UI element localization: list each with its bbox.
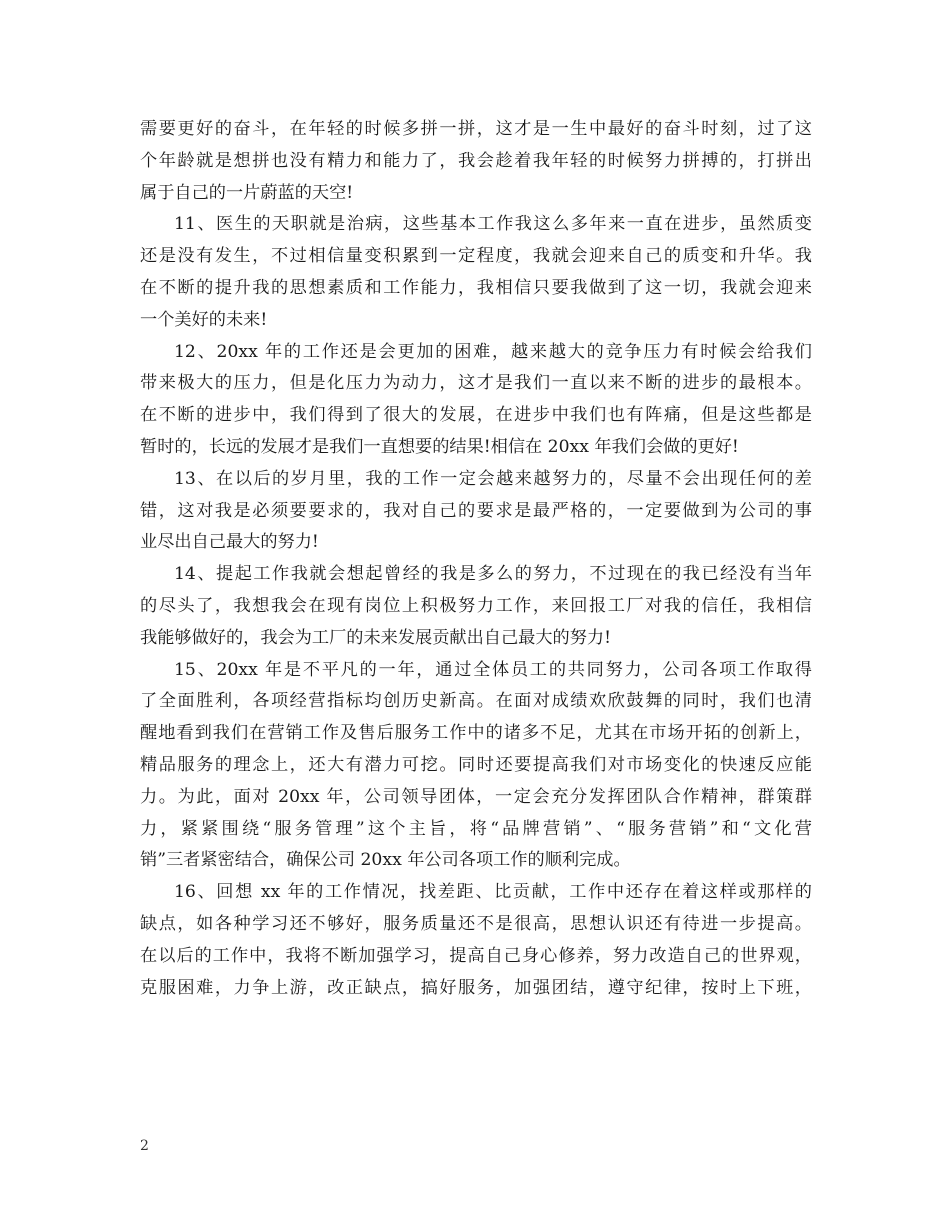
text-line: 一个美好的未来! — [140, 309, 268, 330]
text-line: 醒地看到我们在营销工作及售后服务工作中的诸多不足，尤其在市场开拓的创新上， — [140, 723, 812, 744]
paragraph-first-line: 16、回想 xx 年的工作情况，找差距、比贡献，工作中还存在着这样或那样的 — [174, 882, 812, 903]
text-line: 业尽出自己最大的努力! — [140, 532, 319, 553]
text-line: 属于自己的一片蔚蓝的天空! — [140, 182, 354, 203]
text-line: 缺点，如各种学习还不够好，服务质量还不是很高，思想认识还有待进一步提高。 — [140, 913, 812, 934]
text-line: 精品服务的理念上，还大有潜力可挖。同时还要提高我们对市场变化的快速反应能 — [140, 754, 812, 775]
text-line: 暂时的，长远的发展才是我们一直想要的结果!相信在 20xx 年我们会做的更好! — [140, 436, 739, 457]
text-line: 错，这对我是必须要要求的，我对自己的要求是最严格的，一定要做到为公司的事 — [140, 500, 812, 521]
text-line: 个年龄就是想拼也没有精力和能力了，我会趁着我年轻的时候努力拼搏的，打拼出 — [140, 150, 812, 171]
text-line: 还是没有发生，不过相信量变积累到一定程度，我就会迎来自己的质变和升华。我 — [140, 246, 812, 267]
text-line: 带来极大的压力，但是化压力为动力，这才是我们一直以来不断的进步的最根本。 — [140, 373, 812, 394]
text-line: 力，紧紧围绕“服务管理”这个主旨，将“品牌营销”、“服务营销”和“文化营 — [140, 818, 812, 839]
page-number: 2 — [140, 1138, 149, 1154]
text-line: 在不断的进步中，我们得到了很大的发展，在进步中我们也有阵痛，但是这些都是 — [140, 405, 812, 426]
document-body — [140, 114, 812, 1004]
text-line: 的尽头了，我想我会在现有岗位上积极努力工作，来回报工厂对我的信任，我相信 — [140, 595, 812, 616]
text-line: 在以后的工作中，我将不断加强学习，提高自己身心修养，努力改造自己的世界观， — [140, 945, 812, 966]
text-line: 我能够做好的，我会为工厂的未来发展贡献出自己最大的努力! — [140, 627, 611, 648]
text-line: 销”三者紧密结合，确保公司 20xx 年公司各项工作的顺利完成。 — [140, 850, 631, 871]
text-line: 需要更好的奋斗，在年轻的时候多拼一拼，这才是一生中最好的奋斗时刻，过了这 — [140, 119, 812, 139]
paragraph-first-line: 11、医生的天职就是治病，这些基本工作我这么多年来一直在进步，虽然质变 — [174, 214, 812, 235]
paragraph-first-line: 13、在以后的岁月里，我的工作一定会越来越努力的，尽量不会出现任何的差 — [174, 468, 812, 489]
paragraph-first-line: 12、20xx 年的工作还是会更加的困难，越来越大的竞争压力有时候会给我们 — [174, 341, 812, 362]
text-line: 在不断的提升我的思想素质和工作能力，我相信只要我做到了这一切，我就会迎来 — [140, 277, 812, 298]
text-line: 克服困难，力争上游，改正缺点，搞好服务，加强团结，遵守纪律，按时上下班， — [140, 977, 812, 998]
paragraph-first-line: 15、20xx 年是不平凡的一年，通过全体员工的共同努力，公司各项工作取得 — [174, 659, 812, 680]
paragraph-first-line: 14、提起工作我就会想起曾经的我是多么的努力，不过现在的我已经没有当年 — [174, 564, 812, 585]
text-line: 力。为此，面对 20xx 年，公司领导团体，一定会充分发挥团队合作精神，群策群 — [140, 786, 812, 807]
text-line: 了全面胜利，各项经营指标均创历史新高。在面对成绩欢欣鼓舞的同时，我们也清 — [140, 691, 812, 712]
